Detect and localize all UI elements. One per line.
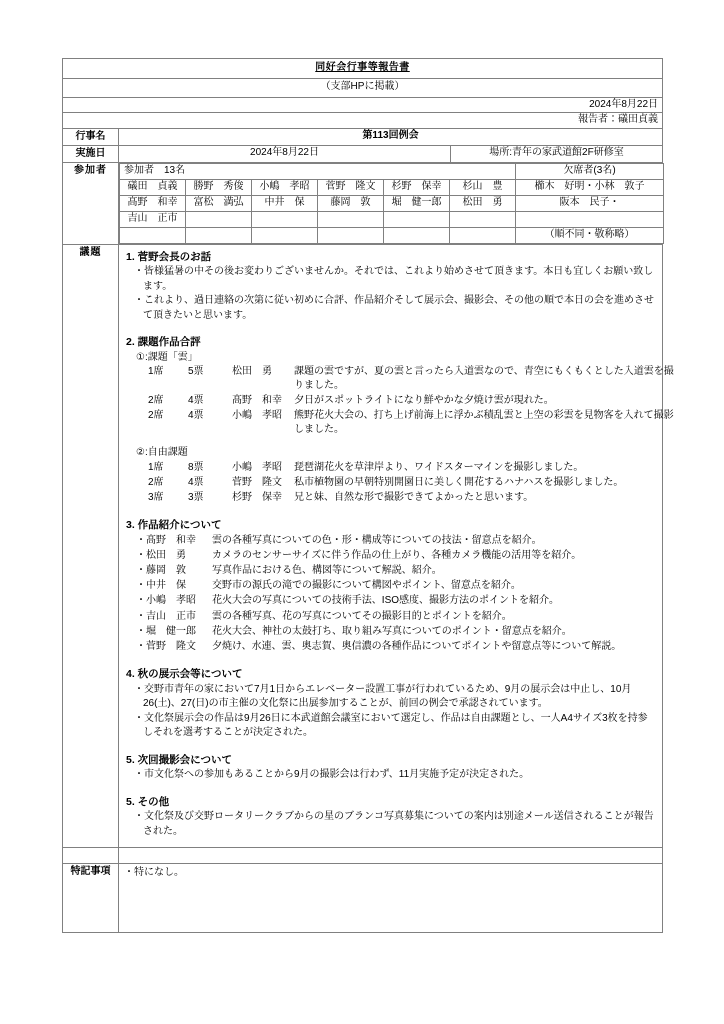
result-votes: 4票 <box>188 395 204 407</box>
section-title: 4. 秋の展示会等について <box>126 668 243 681</box>
participant-name <box>252 227 318 243</box>
result-description: 熊野花火大会の、打ち上げ前海上に浮かぶ積乱雲と上空の彩雲を見物客を入れて撮影しました。 <box>294 410 674 436</box>
event-date-row <box>63 145 663 162</box>
presenter-name: ・松田 勇 <box>136 549 186 561</box>
agenda-section <box>126 796 656 839</box>
presenter-name: ・中井 保 <box>136 580 186 592</box>
result-description: 琵琶湖花火を草津岸より、ワイドスターマインを撮影しました。 <box>294 462 584 474</box>
section-bullet: ・文化祭及び交野ロータリークラブからの星のブランコ写真募集についての案内は別途メール送信されることが報告された。 <box>134 811 654 837</box>
introductions-table <box>136 534 676 656</box>
result-votes: 5票 <box>188 366 204 378</box>
participants-label: 参加者 <box>63 162 119 244</box>
participant-name: 勝野 秀俊 <box>186 179 252 195</box>
participant-name: 杉山 豊 <box>450 179 516 195</box>
event-place-value: 場所:青年の家武道館2F研修室 <box>451 145 663 162</box>
table-row <box>120 211 664 227</box>
absentee-name <box>516 211 664 227</box>
report-table <box>62 58 674 933</box>
subtitle-row <box>63 78 663 97</box>
participant-name: 髙野 和幸 <box>120 195 186 211</box>
result-rank: 2席 <box>148 477 164 489</box>
document-title-text: 同好会行事等報告書 <box>315 62 410 73</box>
section-title: 1. 菅野会長のお話 <box>126 250 212 263</box>
event-date-value: 2024年8月22日 <box>119 145 451 162</box>
participant-name: 堀 健一郎 <box>384 195 450 211</box>
participant-name: 富松 満弘 <box>186 195 252 211</box>
result-name: 菅野 隆文 <box>232 477 282 489</box>
result-description: 課題の雲ですが、夏の雲と言ったら入道雲なので、青空にもくもくとした入道雲を撮りました。 <box>294 366 674 392</box>
agenda-content <box>119 244 674 847</box>
participant-name: 杉野 保幸 <box>384 179 450 195</box>
result-description: 私市植物園の早朝特別開園日に美しく開花するハナハスを撮影しました。 <box>294 477 624 489</box>
participant-name: 中井 保 <box>252 195 318 211</box>
table-row <box>120 179 664 195</box>
event-name-label: 行事名 <box>63 129 119 146</box>
table-row <box>136 625 676 640</box>
table-row <box>148 476 676 491</box>
table-row <box>136 564 676 579</box>
table-row <box>148 394 676 409</box>
presenter-description: 花火大会の写真についての技術手法、ISO感度、撮影方法のポイントを紹介。 <box>212 595 560 607</box>
result-rank: 2席 <box>148 395 164 407</box>
section-title: 2. 課題作品合評 <box>126 336 201 349</box>
table-row <box>136 610 676 625</box>
results-table <box>148 461 676 506</box>
table-row <box>148 409 676 438</box>
presenter-name: ・藤岡 敦 <box>136 565 186 577</box>
participant-name <box>384 227 450 243</box>
results-table <box>148 365 676 438</box>
participant-name <box>186 227 252 243</box>
result-name: 小嶋 孝昭 <box>232 410 282 422</box>
header-date-row <box>63 97 663 113</box>
participant-name <box>384 211 450 227</box>
absentees-header: 欠席者(3名) <box>516 163 664 179</box>
absentee-name: 櫛木 好明・小林 敦子 <box>516 179 664 195</box>
result-rank: 3席 <box>148 492 164 504</box>
presenter-name: ・髙野 和幸 <box>136 534 196 546</box>
result-rank: 1席 <box>148 462 164 474</box>
event-name-value: 第113回例会 <box>119 129 663 146</box>
section-bullet: ・文化祭展示会の作品は9月26日に本武道館会議室において選定し、作品は自由課題とし、一人A4サイズ3枚を持参しそれを選考することが決定された。 <box>134 712 648 739</box>
document-title <box>63 59 663 79</box>
agenda-row <box>63 244 663 847</box>
section-bullet: ・皆様猛暑の中その後お変わりございませんか。それでは、これより始めさせて頂きます。本日も宜しくお願い致します。 <box>134 266 654 292</box>
result-name: 髙野 和幸 <box>232 395 282 407</box>
spacer-row <box>63 848 663 864</box>
participant-name: 小嶋 孝昭 <box>252 179 318 195</box>
spacer-cell <box>63 848 119 864</box>
participant-name: 礒田 貞義 <box>120 179 186 195</box>
table-row <box>136 579 676 594</box>
result-description: 夕日がスポットライトになり鮮やかな夕焼け雲が現れた。 <box>294 395 554 407</box>
event-name-row <box>63 129 663 146</box>
table-row <box>120 227 664 243</box>
agenda-section <box>126 336 674 506</box>
presenter-description: 夕焼け、水連、雲、奥志賀、奥信濃の各種作品についてポイントや留意点等について解説。 <box>212 641 622 652</box>
result-rank: 2席 <box>148 410 164 422</box>
order-note: （順不同・敬称略） <box>516 227 664 243</box>
agenda-section <box>126 519 656 655</box>
table-row <box>136 549 676 564</box>
table-row <box>148 491 676 506</box>
presenter-description: カメラのセンサーサイズに伴う作品の仕上がり、各種カメラ機能の活用等を紹介。 <box>212 549 582 561</box>
participant-name: 松田 勇 <box>450 195 516 211</box>
section-bullet: ・交野市青年の家において7月1日からエレベーター設置工事が行われているため、9月の展示会は中止し、10月26(土)、27(日)の市主催の文化祭に出展参加することが、前回の例会で承認されています。 <box>134 683 632 710</box>
agenda-section <box>126 668 656 740</box>
presenter-description: 雲の各種写真についての色・形・構成等についての技法・留意点を紹介。 <box>212 534 542 546</box>
section-title: 3. 作品紹介について <box>126 519 222 532</box>
absentee-name: 阪本 民子・ <box>516 195 664 211</box>
result-votes: 3票 <box>188 492 204 504</box>
presenter-description: 交野市の源氏の滝での撮影について構図やポイント、留意点を紹介。 <box>212 580 521 592</box>
section-bullet: ・これより、過日連絡の次第に従い初めに合評、作品紹介そして展示会、撮影会、その他の順で本日の会を進めさせて頂きたいと思います。 <box>134 295 654 321</box>
notes-row <box>63 864 663 933</box>
header-reporter-row <box>63 113 663 129</box>
document-subtitle: （支部HPに掲載） <box>63 78 663 97</box>
presenter-description: 花火大会、神社の太鼓打ち、取り組み写真についてのポイント・留意点を紹介。 <box>212 625 572 637</box>
participant-name <box>450 211 516 227</box>
subsection-label: ②:自由課題 <box>136 447 188 459</box>
participant-name <box>318 211 384 227</box>
table-row <box>148 365 676 394</box>
result-votes: 8票 <box>188 462 204 474</box>
result-votes: 4票 <box>188 477 204 489</box>
participant-name <box>252 211 318 227</box>
notes-value: ・特になし。 <box>119 864 663 933</box>
participant-name <box>450 227 516 243</box>
participant-name <box>186 211 252 227</box>
presenter-description: 雲の各種写真、花の写真についてその撮影目的とポイントを紹介。 <box>212 610 512 622</box>
agenda-section <box>126 251 656 323</box>
participants-row <box>63 162 663 244</box>
table-row <box>136 594 676 609</box>
subsection-label: ①:課題「雲」 <box>136 351 198 363</box>
participant-name: 藤岡 敦 <box>318 195 384 211</box>
header-date: 2024年8月22日 <box>63 97 663 113</box>
table-row <box>136 640 676 655</box>
presenter-name: ・吉山 正市 <box>136 610 196 622</box>
result-description: 兄と妹、自然な形で撮影できてよかったと思います。 <box>294 492 534 504</box>
spacer <box>126 438 656 445</box>
participant-name: 吉山 正市 <box>120 211 186 227</box>
presenter-name: ・菅野 隆文 <box>136 641 196 652</box>
presenter-description: 写真作品における色、構図等について解説、紹介。 <box>212 565 442 577</box>
title-row <box>63 59 663 79</box>
header-reporter: 報告者：礒田貞義 <box>63 113 663 129</box>
presenter-name: ・堀 健一郎 <box>136 625 196 637</box>
result-name: 杉野 保幸 <box>232 492 282 504</box>
table-row <box>120 195 664 211</box>
section-title: 5. 次回撮影会について <box>126 753 232 766</box>
result-votes: 4票 <box>188 410 204 422</box>
section-bullet: ・市文化祭への参加もあることから9月の撮影会は行わず、11月実施予定が決定された。 <box>134 769 530 781</box>
spacer-cell <box>119 848 663 864</box>
participant-name: 菅野 隆文 <box>318 179 384 195</box>
participants-grid-container <box>119 162 663 244</box>
participants-head-row <box>120 163 664 179</box>
table-row <box>148 461 676 476</box>
participant-name <box>318 227 384 243</box>
event-date-label: 実施日 <box>63 145 119 162</box>
participant-name <box>120 227 186 243</box>
agenda-label: 議題 <box>63 244 119 847</box>
participants-count: 参加者 13名 <box>120 163 516 179</box>
participants-grid <box>119 163 664 244</box>
table-row <box>136 534 676 549</box>
presenter-name: ・小嶋 孝昭 <box>136 595 196 607</box>
section-title: 5. その他 <box>126 795 170 808</box>
result-name: 松田 勇 <box>232 366 272 378</box>
notes-label: 特記事項 <box>63 864 119 933</box>
agenda-section <box>126 754 656 783</box>
result-rank: 1席 <box>148 366 164 378</box>
result-name: 小嶋 孝昭 <box>232 462 282 474</box>
